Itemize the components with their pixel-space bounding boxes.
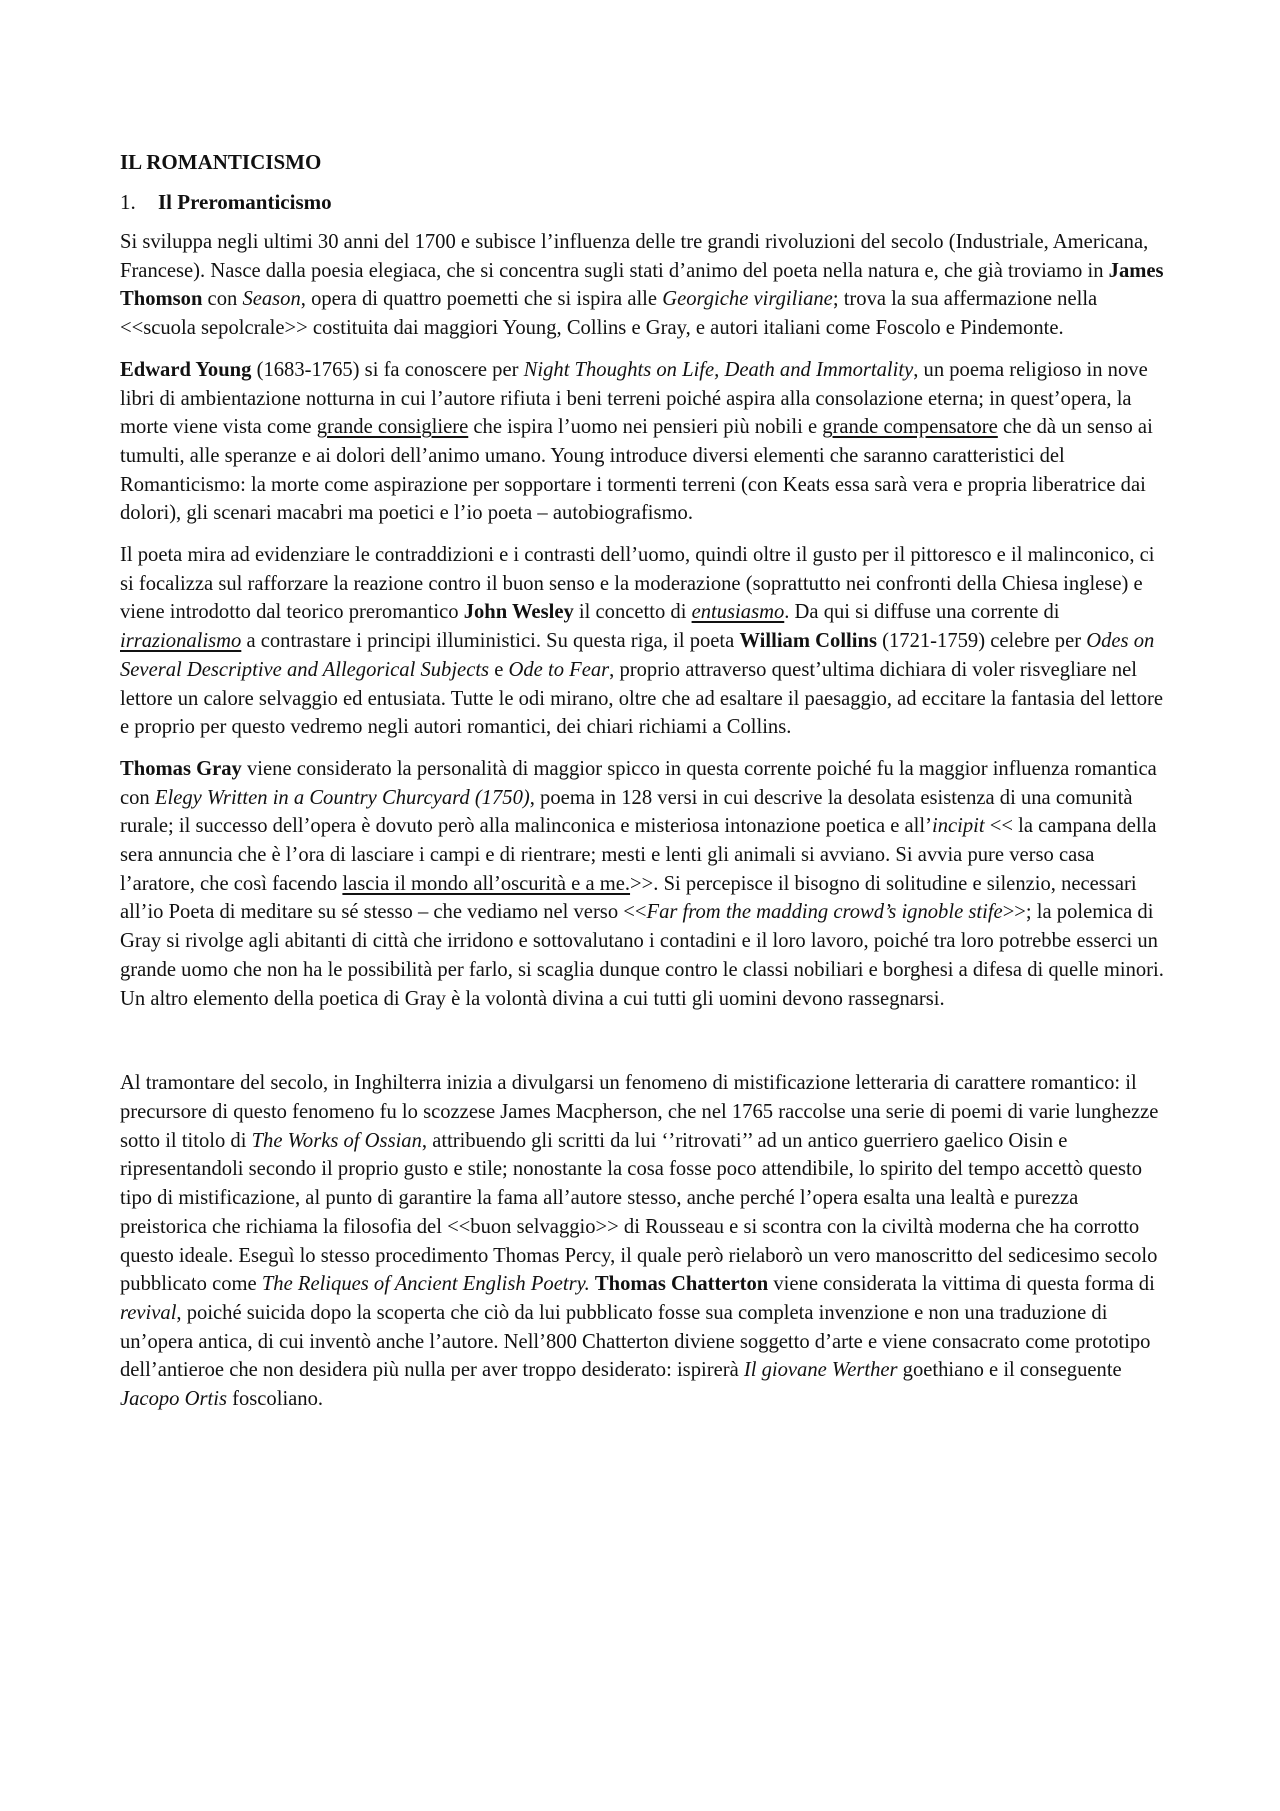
document-title: IL ROMANTICISMO [120, 150, 322, 174]
document-body [120, 148, 1170, 1427]
paragraph-edward-young: Edward Young (1683-1765) si fa conoscere per Night Thoughts on Life, Death and Immortality, un poema religioso in nove libri di ambientazione notturna in cui l’autore rifiuta i beni terreni poiché aspira alla consolazione eterna; in quest’opera, la morte viene vista come grande consigliere che ispira l’uomo nei pensieri più nobili e grande compensatore che dà un senso ai tumulti, alle speranze e ai dolori dell’animo umano. Young introduce diversi elementi che saranno caratteristici del Romanticismo: la morte come aspirazione per sopportare i tormenti terreni (con Keats essa sarà vera e propria liberatrice dai dolori), gli scenari macabri ma poetici e l’io poeta – autobiografismo. [120, 358, 1153, 525]
paragraph-thomas-gray: Thomas Gray viene considerato la personalità di maggior spicco in questa corrente poiché fu la maggior influenza romantica con Elegy Written in a Country Churcyard (1750), poema in 128 versi in cui descrive la desolata esistenza di una comunità rurale; il successo dell’opera è dovuto però alla malinconica e misteriosa intonazione poetica e all’incipit << la campana della sera annuncia che è l’ora di lasciare i campi e di rientrare; mesti e lenti gli animali si avviano. Si avvia pure verso casa l’aratore, che così facendo lascia il mondo all’oscurità e a me.>>. Si percepisce il bisogno di solitudine e silenzio, necessari all’io Poeta di meditare su sé stesso – che vediamo nel verso <<Far from the madding crowd’s ignoble stife>>; la polemica di Gray si rivolge agli abitanti di città che irridono e sottovalutano i contadini e il loro lavoro, poiché tra loro potrebbe esserci un grande uomo che non ha le possibilità per farlo, si scaglia dunque contro le classi nobiliari e borghesi a difesa di quelle minori. Un altro elemento della poetica di Gray è la volontà divina a cui tutti gli uomini devono rassegnarsi. [120, 757, 1164, 1010]
section-number: 1. [120, 190, 136, 214]
section-title: Il Preromanticismo [158, 190, 332, 214]
paragraph-enthusiasm-collins: Il poeta mira ad evidenziare le contraddizioni e i contrasti dell’uomo, quindi oltre il gusto per il pittoresco e il malinconico, ci si focalizza sul rafforzare la reazione contro il buon senso e la moderazione (soprattutto nei confronti della Chiesa inglese) e viene introdotto dal teorico preromantico John Wesley il concetto di entusiasmo. Da qui si diffuse una corrente di irrazionalismo a contrastare i principi illuministici. Su questa riga, il poeta William Collins (1721-1759) celebre per Odes on Several Descriptive and Allegorical Subjects e Ode to Fear, proprio attraverso quest’ultima dichiara di voler risvegliare nel lettore un calore selvaggio ed entusiata. Tutte le odi mirano, oltre che ad esaltare il paesaggio, ad eccitare la fantasia del lettore e proprio per questo vedremo negli autori romantici, dei chiari richiami a Collins. [120, 544, 1164, 739]
paragraph-ossian-chatterton: Al tramontare del secolo, in Inghilterra inizia a divulgarsi un fenomeno di mistificazione letteraria di carattere romantico: il precursore di questo fenomeno fu lo scozzese James Macpherson, che nel 1765 raccolse una serie di poemi di varie lunghezze sotto il titolo di The Works of Ossian, attribuendo gli scritti da lui ‘’ritrovati’’ ad un antico guerriero gaelico Oisin e ripresentandoli secondo il proprio gusto e stile; nonostante la cosa fosse poco attendibile, lo spirito del tempo accettò questo tipo di mistificazione, al punto di garantire la fama all’autore stesso, anche perché l’opera esalta una lealtà e purezza preistorica che richiama la filosofia del <<buon selvaggio>> di Rousseau e si scontra con la civiltà moderna che ha corrotto questo ideale. Eseguì lo stesso procedimento Thomas Percy, il quale però rielaborò un vero manoscritto del sedicesimo secolo pubblicato come The Reliques of Ancient English Poetry. Thomas Chatterton viene considerata la vittima di questa forma di revival, poiché suicida dopo la scoperta che ciò da lui pubblicato fosse sua completa invenzione e non una traduzione di un’opera antica, di cui inventò anche l’autore. Nell’800 Chatterton diviene soggetto d’arte e viene consacrato come prototipo dell’antieroe che non desidera più nulla per aver troppo desiderato: ispirerà Il giovane Werther goethiano e il conseguente Jacopo Ortis foscoliano. [120, 1072, 1159, 1411]
paragraph-intro: Si sviluppa negli ultimi 30 anni del 1700 e subisce l’influenza delle tre grandi rivoluzioni del secolo (Industriale, Americana, Francese). Nasce dalla poesia elegiaca, che si concentra sugli stati d’animo del poeta nella natura e, che già troviamo in James Thomson con Season, opera di quattro poemetti che si ispira alle Georgiche virgiliane; trova la sua affermazione nella <<scuola sepolcrale>> costituita dai maggiori Young, Collins e Gray, e autori italiani come Foscolo e Pindemonte. [120, 231, 1164, 340]
section-heading [120, 188, 1170, 216]
